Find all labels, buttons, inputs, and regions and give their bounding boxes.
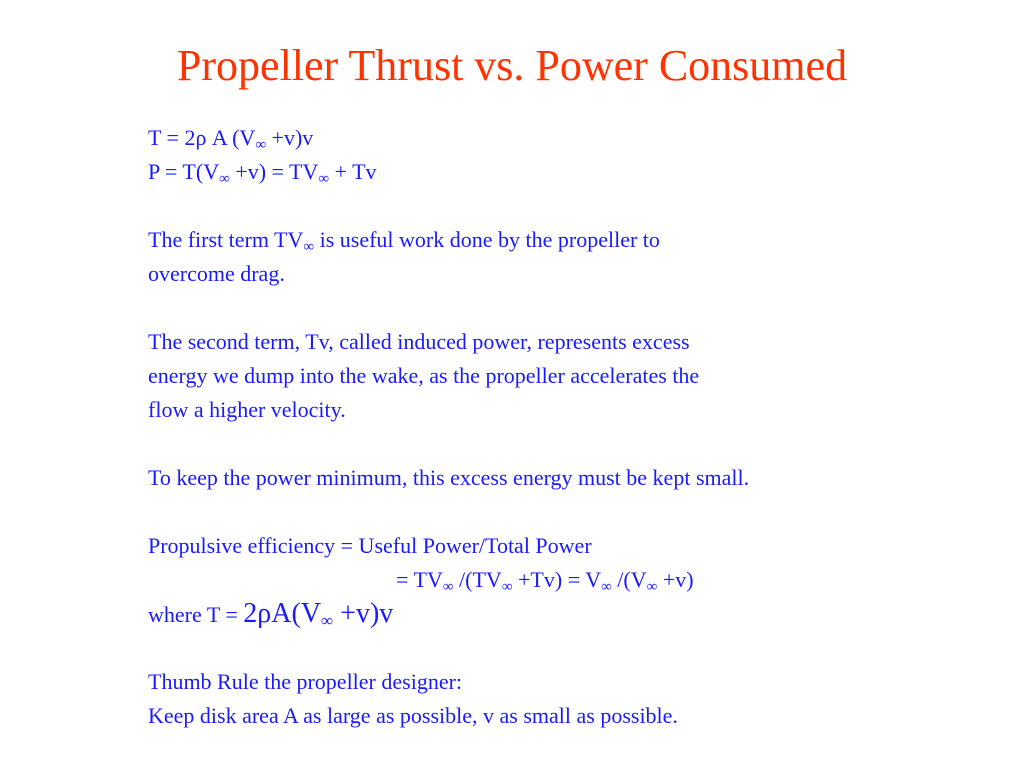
thrust-equation-part: T = 2ρ A (V (148, 125, 256, 150)
spacer (148, 189, 1008, 223)
induced-power-paragraph-line: flow a higher velocity. (148, 397, 346, 422)
thrust-equation (148, 121, 1008, 155)
paragraph-text: The first term TV (148, 227, 304, 252)
infinity-subscript: ∞ (321, 611, 334, 630)
thumb-rule-heading: Thumb Rule the propeller designer: (148, 669, 463, 694)
formula-part: +Tv) = V (512, 567, 602, 592)
spacer (148, 427, 1008, 461)
infinity-subscript: ∞ (255, 137, 267, 153)
minimum-power-paragraph: To keep the power minimum, this excess energy must be kept small. (148, 465, 750, 490)
formula-part: /(V (611, 567, 647, 592)
where-thrust-line (148, 597, 1008, 631)
thumb-rule-text: Keep disk area A as large as possible, v as small as possible. (148, 703, 678, 728)
power-equation-part: +v) = TV (229, 159, 319, 184)
formula-part: = TV (396, 567, 443, 592)
infinity-subscript: ∞ (601, 579, 612, 595)
formula-part: +v) (657, 567, 694, 592)
efficiency-formula (148, 563, 1008, 597)
thrust-equation-part: +v)v (266, 125, 314, 150)
where-label: where T = (148, 602, 244, 627)
power-equation-part: P = T(V (148, 159, 220, 184)
infinity-subscript: ∞ (442, 579, 454, 595)
power-equation (148, 155, 1008, 189)
spacer (148, 631, 1008, 665)
where-formula (243, 598, 393, 629)
infinity-subscript: ∞ (318, 171, 330, 187)
infinity-subscript: ∞ (646, 579, 658, 595)
formula-part: /(TV (453, 567, 502, 592)
infinity-subscript: ∞ (501, 579, 513, 595)
useful-work-paragraph-line (148, 223, 1008, 257)
power-equation-part: + Tv (329, 159, 377, 184)
slide-title: Propeller Thrust vs. Power Consumed (176, 41, 848, 90)
spacer (148, 291, 1008, 325)
induced-power-paragraph-line: The second term, Tv, called induced power, represents excess (148, 329, 690, 354)
infinity-subscript: ∞ (219, 171, 230, 187)
efficiency-definition: Propulsive efficiency = Useful Power/Total Power (148, 533, 592, 558)
infinity-subscript: ∞ (303, 239, 315, 255)
useful-work-paragraph-line: overcome drag. (148, 261, 285, 286)
formula-part: +v)v (333, 598, 394, 629)
spacer (148, 495, 1008, 529)
induced-power-paragraph-line: energy we dump into the wake, as the propeller accelerates the (148, 363, 700, 388)
paragraph-text: is useful work done by the propeller to (314, 227, 660, 252)
formula-part: 2ρA(V (243, 598, 322, 629)
slide-body (148, 121, 1008, 733)
